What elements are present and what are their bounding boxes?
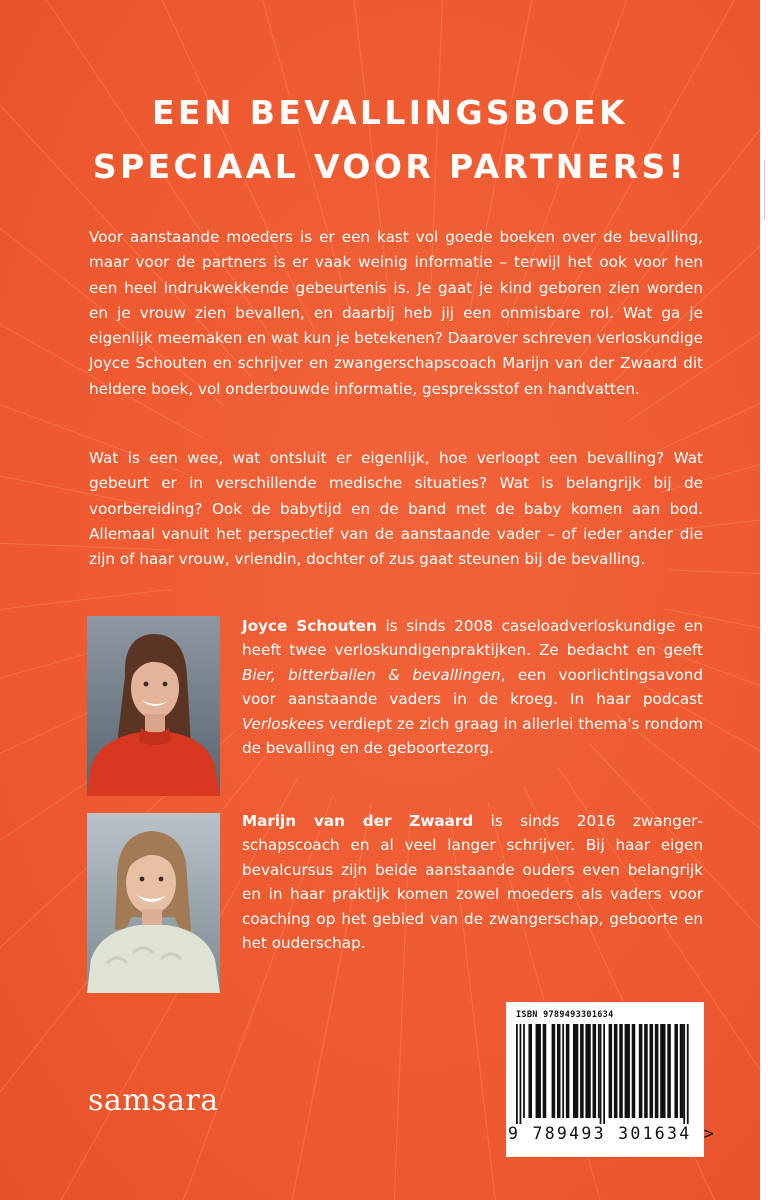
barcode-bar (573, 1024, 578, 1118)
barcode-bar (523, 1024, 525, 1118)
barcode-bar (593, 1024, 597, 1118)
barcode-bar (609, 1024, 613, 1118)
barcode-bar (644, 1024, 648, 1118)
author-name-marijn: Marijn van der Zwaard (242, 812, 474, 830)
barcode-bar (562, 1024, 564, 1118)
publisher-logo: samsara (88, 1083, 219, 1118)
author-name-joyce: Joyce Schouten (242, 617, 377, 635)
bio-text: verdiept ze zich graag in allerlei thema's rondom de bevalling en de geboortezorg. (242, 714, 703, 758)
barcode-bar (660, 1024, 665, 1118)
barcode-bar (625, 1024, 630, 1118)
background-ray (670, 570, 760, 604)
barcode-bar (650, 1024, 654, 1118)
author-bio-marijn (242, 809, 703, 955)
barcode-bar (585, 1024, 590, 1118)
barcode-bar (639, 1024, 643, 1118)
barcode-bar (683, 1024, 685, 1124)
barcode-bar (687, 1024, 689, 1124)
barcode-bar (667, 1024, 671, 1118)
ean-digits: 9 789493 301634 > (508, 1124, 716, 1143)
barcode-bar (619, 1024, 623, 1118)
isbn-label: ISBN 9789493301634 (516, 1010, 614, 1020)
woman-portrait-icon (87, 616, 220, 796)
author-photo-marijn (87, 813, 220, 993)
barcode-bar (680, 1024, 684, 1118)
heading-line-2: SPECIAAL VOOR PARTNERS! (92, 147, 688, 186)
author-bio-joyce (242, 614, 703, 760)
barcode-bar (516, 1024, 518, 1124)
event-title: Bier, bitterballen & bevallingen (242, 665, 501, 684)
isbn-barcode (506, 1002, 716, 1157)
barcode-bar (614, 1024, 618, 1118)
barcode-bar (603, 1024, 605, 1124)
barcode-bar (566, 1024, 570, 1118)
author-photo-joyce (87, 616, 220, 796)
barcode-bar (543, 1024, 547, 1118)
barcode-bar (600, 1024, 602, 1124)
barcode-bar (552, 1024, 556, 1118)
heading-line-1: EEN BEVALLINGSBOEK (151, 93, 629, 132)
barcode-bar (674, 1024, 678, 1118)
barcode-bar (520, 1024, 522, 1124)
barcode-bar (598, 1024, 600, 1118)
barcode-bar (528, 1024, 532, 1118)
bio-text: , een voorlichtingsavond voor aanstaande vaders in de kroeg. In haar podcast (242, 665, 703, 709)
page-edge-mark (764, 160, 765, 220)
intro-paragraph-2: Wat is een wee, wat ontsluit er eigenlijk, hoe verloopt een bevalling? Wat gebeurt er in verschillende medische situaties? Wat is belangrijk bij de voorbereiding? Ook de babytijd en de band met de baby komen aan bod. Allemaal vanuit het perspectief van de aanstaande vader – of ieder ander die zijn of haar vrouw, vriendin, dochter of zus gaat steunen bij de bevalling. (89, 449, 703, 569)
barcode-bar (632, 1024, 636, 1118)
cover-heading (40, 86, 740, 194)
barcode-bar (580, 1024, 584, 1118)
bio-text: is sinds 2008 caseloadverloskundige en heeft twee verloskundigenpraktijken. Ze bedacht en geeft (242, 617, 704, 660)
woman-portrait-icon (87, 813, 220, 993)
barcode-bars (516, 1024, 696, 1124)
intro-paragraph-1: Voor aanstaande moeders is er een kast vol goede boeken over de bevalling, maar voor de partners is er vaak weinig informatie – terwijl het ook voor hen een heel indrukwekkende gebeurtenis is. Je gaat je kind geboren zien worden en je vrouw zien bevallen, en daarbij heb jij een onmisbare rol. Wat ga je eigenlijk meemaken en wat kun je betekenen? Daarover schreven verloskundige Joyce Schouten en schrijver en zwangerschapscoach Marijn van der Zwaard dit heldere boek, vol onderbouwde informatie, gespreksstof en handvatten. (89, 228, 703, 398)
barcode-bar (655, 1024, 659, 1118)
bio-text: is sinds 2016 zwangerschapscoach en al veel langer schrijver. Bij haar eigen bevalcursus zijn beide aanstaande ouders even belangrijk en in haar praktijk komen zowel moeders als vaders voor coaching op het gebied van de zwangerschap, geboorte en het ouderschap. (242, 812, 703, 953)
barcode-bar (536, 1024, 541, 1118)
barcode-bar (557, 1024, 561, 1118)
podcast-title: Verloskees (242, 714, 324, 733)
